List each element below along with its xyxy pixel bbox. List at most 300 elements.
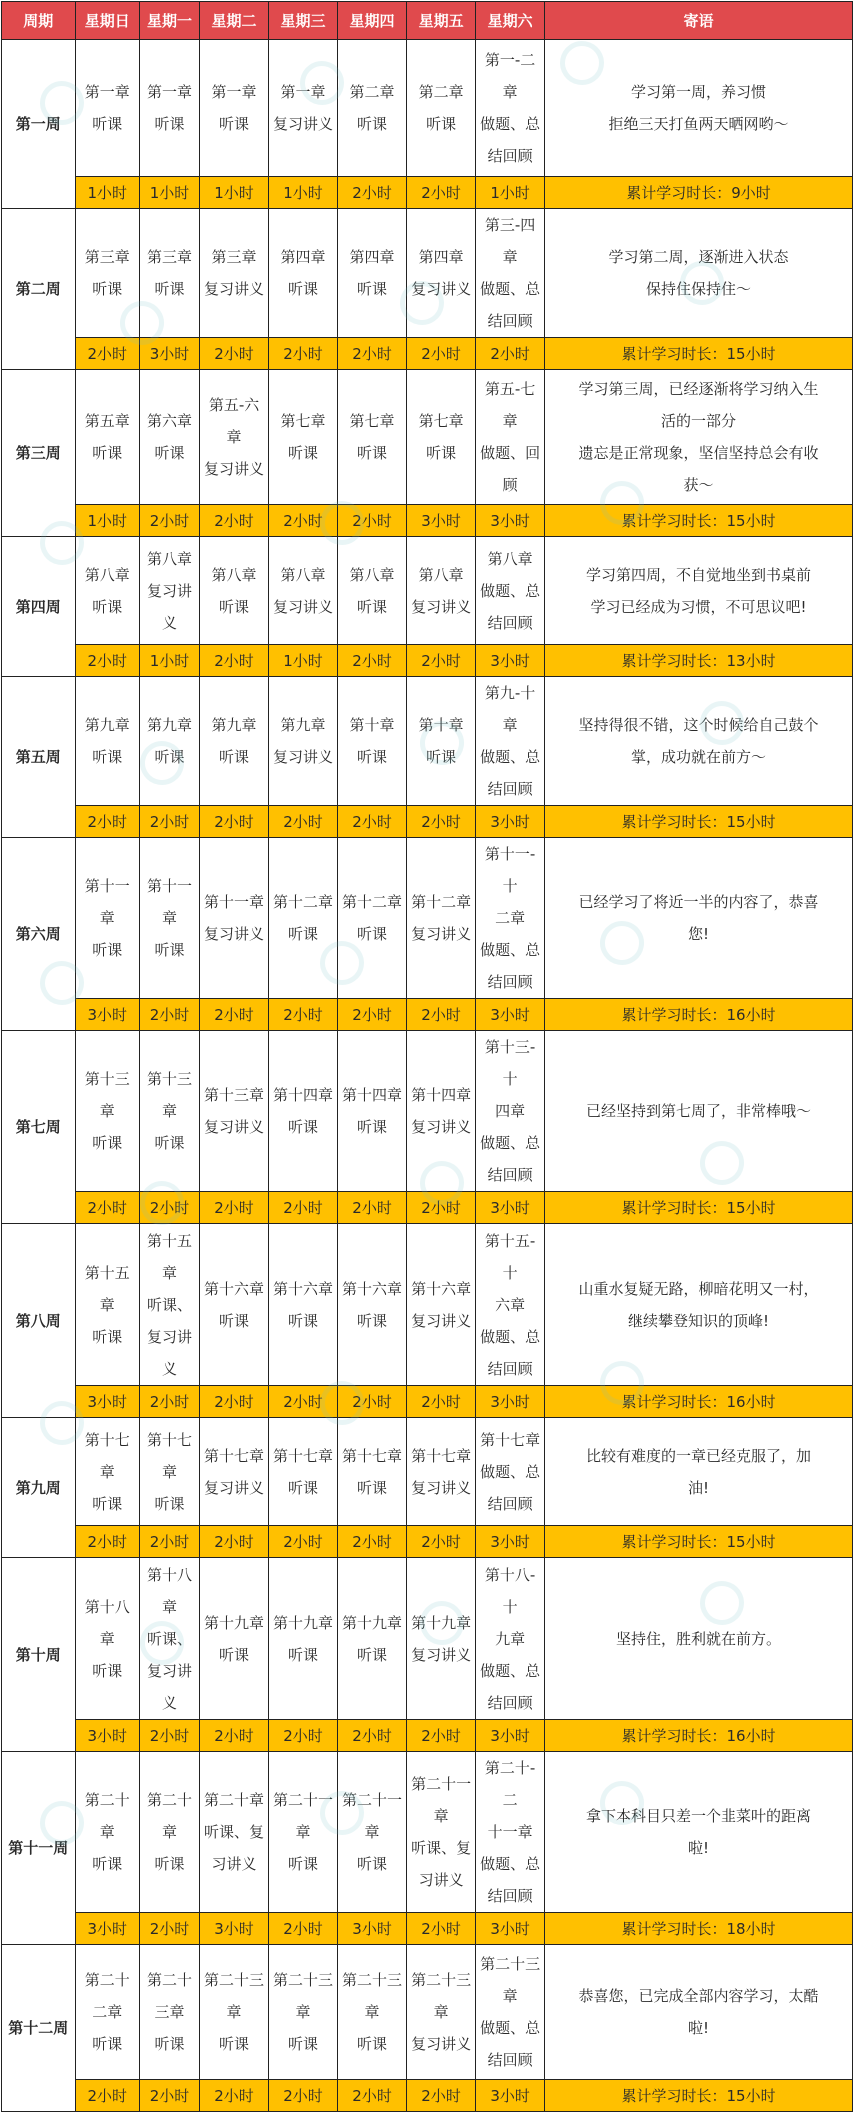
task-line: 听课 xyxy=(154,280,185,298)
task-line: 听课 xyxy=(92,748,123,766)
task-line: 第十三 xyxy=(147,1070,193,1088)
day-hours-cell: 1小时 xyxy=(140,177,200,209)
day-hours-cell: 3小时 xyxy=(75,1913,140,1945)
day-hours-cell: 3小时 xyxy=(476,1720,545,1752)
task-line: 听课 xyxy=(92,2035,123,2053)
week-hours-row xyxy=(2,1526,853,1558)
task-line: 章 xyxy=(433,1807,449,1825)
week-label: 第七周 xyxy=(2,1031,76,1224)
task-line: 章 xyxy=(295,1823,311,1841)
day-task-cell xyxy=(140,537,200,645)
task-line: 听课 xyxy=(92,1134,123,1152)
task-line: 复习讲义 xyxy=(204,280,265,298)
task-line: 第一章 xyxy=(211,83,257,101)
task-line: 第十七 xyxy=(84,1430,130,1449)
task-line: 十一章 xyxy=(487,1823,533,1841)
task-line: 听课 xyxy=(154,2035,185,2053)
task-line: 第一-二章 xyxy=(484,51,536,101)
day-task-cell xyxy=(269,1945,338,2080)
task-line: 结回顾 xyxy=(487,1693,533,1712)
week-hours-row xyxy=(2,999,853,1031)
task-line: 结回顾 xyxy=(487,780,533,798)
day-hours-cell: 2小时 xyxy=(338,806,407,838)
day-hours-cell: 2小时 xyxy=(338,1386,407,1418)
day-hours-cell: 2小时 xyxy=(200,338,269,370)
task-line: 第三章 xyxy=(147,248,193,266)
task-line: 第三章 xyxy=(84,248,130,266)
task-line: 第二十-二 xyxy=(484,1759,536,1809)
note-line: 坚持得很不错，这个时候给自己鼓个 xyxy=(578,716,819,734)
task-line: 第二十一 xyxy=(273,1791,334,1809)
study-plan-table xyxy=(1,1,853,2112)
task-line: 做题、总 xyxy=(480,1462,541,1481)
task-line: 听课 xyxy=(92,280,123,298)
task-line: 章 xyxy=(99,1102,115,1120)
task-line: 第三章 xyxy=(211,248,257,266)
task-line: 第八章 xyxy=(349,565,395,584)
task-line: 第二十章 xyxy=(204,1791,265,1809)
task-line: 章 xyxy=(295,2003,311,2021)
day-hours-cell: 2小时 xyxy=(269,1720,338,1752)
week-label: 第三周 xyxy=(2,370,76,537)
header-cell: 寄语 xyxy=(545,2,853,40)
day-hours-cell: 2小时 xyxy=(75,806,140,838)
day-hours-cell: 2小时 xyxy=(140,1526,200,1558)
cumulative-hours: 累计学习时长：15小时 xyxy=(545,505,853,537)
task-line: 结回顾 xyxy=(487,2051,533,2069)
encouragement-note xyxy=(545,1752,853,1913)
task-line: 听课 xyxy=(92,1855,123,1873)
task-line: 做题、总 xyxy=(480,1134,541,1152)
task-line: 第五章 xyxy=(84,412,130,430)
task-line: 复习讲义 xyxy=(204,1118,265,1136)
task-line: 复习讲义 xyxy=(273,748,334,766)
task-line: 第九章 xyxy=(147,716,193,734)
day-task-cell xyxy=(140,838,200,999)
day-task-cell xyxy=(140,370,200,505)
day-task-cell xyxy=(140,1945,200,2080)
cumulative-hours: 累计学习时长：16小时 xyxy=(545,1386,853,1418)
day-hours-cell: 2小时 xyxy=(140,1192,200,1224)
day-task-cell xyxy=(269,677,338,806)
day-hours-cell: 2小时 xyxy=(269,1526,338,1558)
task-line: 做题、总 xyxy=(480,280,541,298)
day-hours-cell: 3小时 xyxy=(200,1913,269,1945)
task-line: 章 xyxy=(364,1823,380,1841)
day-task-cell xyxy=(200,1224,269,1386)
day-hours-cell: 3小时 xyxy=(75,1720,140,1752)
header-cell: 星期三 xyxy=(269,2,338,40)
day-hours-cell: 2小时 xyxy=(269,2080,338,2112)
task-line: 章 xyxy=(99,1823,115,1841)
task-line: 听课 xyxy=(426,748,457,766)
week-hours-row xyxy=(2,1913,853,1945)
day-task-cell xyxy=(200,1945,269,2080)
task-line: 做题、总 xyxy=(480,1661,541,1680)
task-line: 第十章 xyxy=(349,716,395,734)
task-line: 听课 xyxy=(92,444,123,462)
task-line: 结回顾 xyxy=(487,1494,533,1513)
week-content-row xyxy=(2,677,853,806)
day-task-cell xyxy=(200,838,269,999)
day-task-cell xyxy=(75,1418,140,1526)
task-line: 第十七 xyxy=(147,1430,193,1449)
note-line: 学习第二周，逐渐进入状态 xyxy=(608,248,789,266)
week-hours-row xyxy=(2,2080,853,2112)
day-task-cell xyxy=(200,1752,269,1913)
week-content-row xyxy=(2,40,853,177)
day-hours-cell: 3小时 xyxy=(476,806,545,838)
task-line: 听课 xyxy=(92,115,123,133)
task-line: 章 xyxy=(433,2003,449,2021)
week-label: 第十周 xyxy=(2,1558,76,1752)
task-line: 第十二章 xyxy=(273,893,334,911)
task-line: 复习讲义 xyxy=(204,460,265,478)
task-line: 听课、 xyxy=(147,1629,193,1648)
day-hours-cell: 2小时 xyxy=(338,2080,407,2112)
task-line: 三章 xyxy=(154,2003,185,2021)
task-line: 义 xyxy=(162,1359,178,1378)
task-line: 听课 xyxy=(154,1855,185,1873)
day-task-cell xyxy=(269,1031,338,1192)
day-task-cell xyxy=(476,1558,545,1720)
day-hours-cell: 2小时 xyxy=(407,1913,476,1945)
task-line: 听课、复 xyxy=(411,1839,472,1857)
day-task-cell xyxy=(269,40,338,177)
day-task-cell xyxy=(140,1558,200,1720)
day-task-cell xyxy=(338,1945,407,2080)
task-line: 第十五 xyxy=(147,1231,193,1250)
day-task-cell xyxy=(200,1418,269,1526)
encouragement-note xyxy=(545,1031,853,1192)
task-line: 第十二章 xyxy=(342,893,403,911)
week-label: 第十一周 xyxy=(2,1752,76,1945)
encouragement-note xyxy=(545,209,853,338)
task-line: 复习讲 xyxy=(147,581,193,600)
task-line: 第十八 xyxy=(84,1597,130,1616)
note-line: 恭喜您，已完成全部内容学习，太酷 xyxy=(578,1987,819,2005)
task-line: 第六章 xyxy=(147,412,193,430)
task-line: 听课 xyxy=(92,1661,123,1680)
day-task-cell xyxy=(75,677,140,806)
task-line: 听课 xyxy=(357,597,388,616)
note-line: 遗忘是正常现象，坚信坚持总会有收 xyxy=(578,444,819,462)
header-cell: 星期四 xyxy=(338,2,407,40)
day-hours-cell: 3小时 xyxy=(407,505,476,537)
task-line: 复习讲义 xyxy=(204,1478,265,1497)
task-line: 第三-四章 xyxy=(484,216,536,266)
week-label: 第十二周 xyxy=(2,1945,76,2112)
task-line: 章 xyxy=(162,1263,178,1282)
task-line: 第十九章 xyxy=(411,1613,472,1632)
cumulative-hours: 累计学习时长：9小时 xyxy=(545,177,853,209)
task-line: 章 xyxy=(162,1823,178,1841)
day-task-cell xyxy=(476,209,545,338)
day-hours-cell: 2小时 xyxy=(407,1720,476,1752)
day-task-cell xyxy=(200,677,269,806)
task-line: 结回顾 xyxy=(487,1359,533,1378)
day-task-cell xyxy=(407,370,476,505)
day-task-cell xyxy=(269,537,338,645)
task-line: 第十七章 xyxy=(273,1446,334,1465)
day-task-cell xyxy=(407,677,476,806)
task-line: 第十二章 xyxy=(411,893,472,911)
day-hours-cell: 1小时 xyxy=(476,177,545,209)
day-hours-cell: 1小时 xyxy=(269,177,338,209)
day-hours-cell: 2小时 xyxy=(338,999,407,1031)
task-line: 听课 xyxy=(357,1645,388,1664)
week-label: 第二周 xyxy=(2,209,76,370)
task-line: 第二十三 xyxy=(342,1971,403,1989)
task-line: 章 xyxy=(364,2003,380,2021)
day-task-cell xyxy=(338,40,407,177)
note-line: 学习第一周，养习惯 xyxy=(631,83,767,101)
task-line: 章 xyxy=(99,1295,115,1314)
task-line: 第二十一 xyxy=(342,1791,403,1809)
task-line: 第十三-十 xyxy=(484,1038,536,1088)
task-line: 复习讲义 xyxy=(273,597,334,616)
day-hours-cell: 3小时 xyxy=(476,1526,545,1558)
day-task-cell xyxy=(200,537,269,645)
note-line: 啦! xyxy=(688,1839,710,1857)
day-task-cell xyxy=(407,209,476,338)
task-line: 第一章 xyxy=(280,83,326,101)
day-hours-cell: 2小时 xyxy=(200,999,269,1031)
task-line: 第五-七章 xyxy=(484,380,536,430)
task-line: 听课 xyxy=(357,115,388,133)
task-line: 义 xyxy=(162,1693,178,1712)
encouragement-note xyxy=(545,677,853,806)
task-line: 习讲义 xyxy=(418,1871,464,1889)
day-task-cell xyxy=(338,1224,407,1386)
task-line: 听课 xyxy=(219,1311,250,1330)
task-line: 听课 xyxy=(219,115,250,133)
day-hours-cell: 2小时 xyxy=(269,1192,338,1224)
task-line: 第八章 xyxy=(147,549,193,568)
task-line: 第二十 xyxy=(147,1791,193,1809)
task-line: 第二十三 xyxy=(480,1955,541,1973)
task-line: 听课 xyxy=(288,444,319,462)
day-hours-cell: 2小时 xyxy=(200,505,269,537)
task-line: 听课 xyxy=(92,941,123,959)
week-label: 第八周 xyxy=(2,1224,76,1418)
day-hours-cell: 2小时 xyxy=(200,806,269,838)
task-line: 听课 xyxy=(357,2035,388,2053)
task-line: 第十四章 xyxy=(411,1086,472,1104)
day-hours-cell: 2小时 xyxy=(140,505,200,537)
task-line: 二章 xyxy=(495,909,526,927)
week-label: 第五周 xyxy=(2,677,76,838)
note-line: 掌，成功就在前方～ xyxy=(631,748,767,766)
note-line: 山重水复疑无路，柳暗花明又一村， xyxy=(578,1279,819,1298)
task-line: 第二十 xyxy=(84,1971,130,1989)
encouragement-note xyxy=(545,537,853,645)
task-line: 第十一 xyxy=(147,877,193,895)
task-line: 复习讲义 xyxy=(411,1118,472,1136)
task-line: 二章 xyxy=(92,2003,123,2021)
week-content-row xyxy=(2,537,853,645)
week-hours-row xyxy=(2,177,853,209)
note-line: 活的一部分 xyxy=(661,412,737,430)
encouragement-note xyxy=(545,370,853,505)
day-task-cell xyxy=(269,1558,338,1720)
note-line: 保持住保持住～ xyxy=(646,280,752,298)
task-line: 做题、总 xyxy=(480,941,541,959)
task-line: 第十八 xyxy=(147,1565,193,1584)
task-line: 结回顾 xyxy=(487,973,533,991)
day-task-cell xyxy=(269,838,338,999)
encouragement-note xyxy=(545,40,853,177)
day-task-cell xyxy=(338,209,407,338)
task-line: 第四章 xyxy=(349,248,395,266)
task-line: 听课 xyxy=(154,748,185,766)
week-content-row xyxy=(2,209,853,338)
task-line: 第十六章 xyxy=(273,1279,334,1298)
task-line: 第九章 xyxy=(84,716,130,734)
task-line: 听课、 xyxy=(147,1295,193,1314)
day-hours-cell: 2小时 xyxy=(338,505,407,537)
task-line: 第二十三 xyxy=(273,1971,334,1989)
day-task-cell xyxy=(407,1224,476,1386)
task-line: 做题、总 xyxy=(480,2019,541,2037)
note-line: 学习第三周，已经逐渐将学习纳入生 xyxy=(578,380,819,398)
task-line: 第八章 xyxy=(418,565,464,584)
task-line: 听课 xyxy=(288,1645,319,1664)
day-hours-cell: 2小时 xyxy=(200,1192,269,1224)
day-task-cell xyxy=(476,1031,545,1192)
task-line: 第十七章 xyxy=(411,1446,472,1465)
task-line: 听课 xyxy=(154,115,185,133)
cumulative-hours: 累计学习时长：13小时 xyxy=(545,645,853,677)
task-line: 结回顾 xyxy=(487,147,533,165)
day-task-cell xyxy=(338,537,407,645)
day-task-cell xyxy=(407,1031,476,1192)
task-line: 结回顾 xyxy=(487,613,533,632)
day-task-cell xyxy=(338,1752,407,1913)
task-line: 复习讲义 xyxy=(411,597,472,616)
day-hours-cell: 2小时 xyxy=(269,806,338,838)
task-line: 复习讲义 xyxy=(411,925,472,943)
day-hours-cell: 3小时 xyxy=(476,505,545,537)
day-hours-cell: 2小时 xyxy=(140,2080,200,2112)
task-line: 做题、总 xyxy=(480,1855,541,1873)
header-cell: 星期一 xyxy=(140,2,200,40)
encouragement-note xyxy=(545,1224,853,1386)
task-line: 复习讲义 xyxy=(411,1478,472,1497)
day-task-cell xyxy=(200,1031,269,1192)
day-task-cell xyxy=(200,1558,269,1720)
task-line: 义 xyxy=(162,613,178,632)
cumulative-hours: 累计学习时长：18小时 xyxy=(545,1913,853,1945)
task-line: 第十章 xyxy=(418,716,464,734)
task-line: 第二章 xyxy=(418,83,464,101)
task-line: 第十一章 xyxy=(204,893,265,911)
day-hours-cell: 2小时 xyxy=(407,1386,476,1418)
day-hours-cell: 2小时 xyxy=(407,2080,476,2112)
day-task-cell xyxy=(407,1418,476,1526)
note-line: 获～ xyxy=(683,476,714,494)
task-line: 第十四章 xyxy=(273,1086,334,1104)
week-hours-row xyxy=(2,1192,853,1224)
task-line: 听课 xyxy=(92,1327,123,1346)
cumulative-hours: 累计学习时长：15小时 xyxy=(545,806,853,838)
note-line: 坚持住，胜利就在前方。 xyxy=(616,1629,782,1648)
header-cell: 星期二 xyxy=(200,2,269,40)
task-line: 听课 xyxy=(357,748,388,766)
cumulative-hours: 累计学习时长：16小时 xyxy=(545,999,853,1031)
day-task-cell xyxy=(75,1752,140,1913)
week-label: 第九周 xyxy=(2,1418,76,1558)
day-hours-cell: 1小时 xyxy=(75,505,140,537)
day-task-cell xyxy=(407,537,476,645)
day-task-cell xyxy=(75,1945,140,2080)
task-line: 六章 xyxy=(495,1295,526,1314)
day-hours-cell: 3小时 xyxy=(476,1913,545,1945)
day-task-cell xyxy=(407,1558,476,1720)
task-line: 听课 xyxy=(357,444,388,462)
day-task-cell xyxy=(476,1945,545,2080)
week-hours-row xyxy=(2,1720,853,1752)
note-line: 学习已经成为习惯，不可思议吧! xyxy=(590,597,807,616)
day-hours-cell: 2小时 xyxy=(269,999,338,1031)
task-line: 第十七章 xyxy=(204,1446,265,1465)
task-line: 听课 xyxy=(154,444,185,462)
day-task-cell xyxy=(269,1224,338,1386)
task-line: 第八章 xyxy=(84,565,130,584)
task-line: 第十三 xyxy=(84,1070,130,1088)
day-hours-cell: 2小时 xyxy=(407,1192,476,1224)
task-line: 第二十三 xyxy=(411,1971,472,1989)
header-row xyxy=(2,2,853,40)
day-task-cell xyxy=(338,677,407,806)
day-task-cell xyxy=(269,209,338,338)
header-cell: 周期 xyxy=(2,2,76,40)
day-hours-cell: 2小时 xyxy=(338,1526,407,1558)
encouragement-note xyxy=(545,1558,853,1720)
task-line: 听课 xyxy=(357,280,388,298)
day-task-cell xyxy=(75,1224,140,1386)
task-line: 第十八-十 xyxy=(484,1565,536,1616)
task-line: 习讲义 xyxy=(211,1855,257,1873)
note-line: 啦! xyxy=(688,2019,710,2037)
task-line: 听课 xyxy=(357,1855,388,1873)
task-line: 复习讲义 xyxy=(204,925,265,943)
task-line: 章 xyxy=(162,909,178,927)
task-line: 听课 xyxy=(154,1134,185,1152)
day-hours-cell: 3小时 xyxy=(75,999,140,1031)
task-line: 听课 xyxy=(288,1478,319,1497)
day-task-cell xyxy=(140,677,200,806)
day-task-cell xyxy=(476,40,545,177)
task-line: 结回顾 xyxy=(487,1887,533,1905)
task-line: 听课 xyxy=(219,1645,250,1664)
task-line: 第十六章 xyxy=(204,1279,265,1298)
day-hours-cell: 2小时 xyxy=(140,806,200,838)
encouragement-note xyxy=(545,1418,853,1526)
task-line: 听课 xyxy=(288,280,319,298)
day-hours-cell: 3小时 xyxy=(476,645,545,677)
task-line: 第九-十章 xyxy=(484,684,536,734)
day-hours-cell: 2小时 xyxy=(338,645,407,677)
day-hours-cell: 2小时 xyxy=(140,999,200,1031)
task-line: 结回顾 xyxy=(487,1166,533,1184)
encouragement-note xyxy=(545,1945,853,2080)
day-task-cell xyxy=(407,1945,476,2080)
task-line: 复习讲义 xyxy=(411,1311,472,1330)
day-hours-cell: 2小时 xyxy=(140,1913,200,1945)
week-content-row xyxy=(2,1558,853,1720)
task-line: 听课 xyxy=(288,1311,319,1330)
